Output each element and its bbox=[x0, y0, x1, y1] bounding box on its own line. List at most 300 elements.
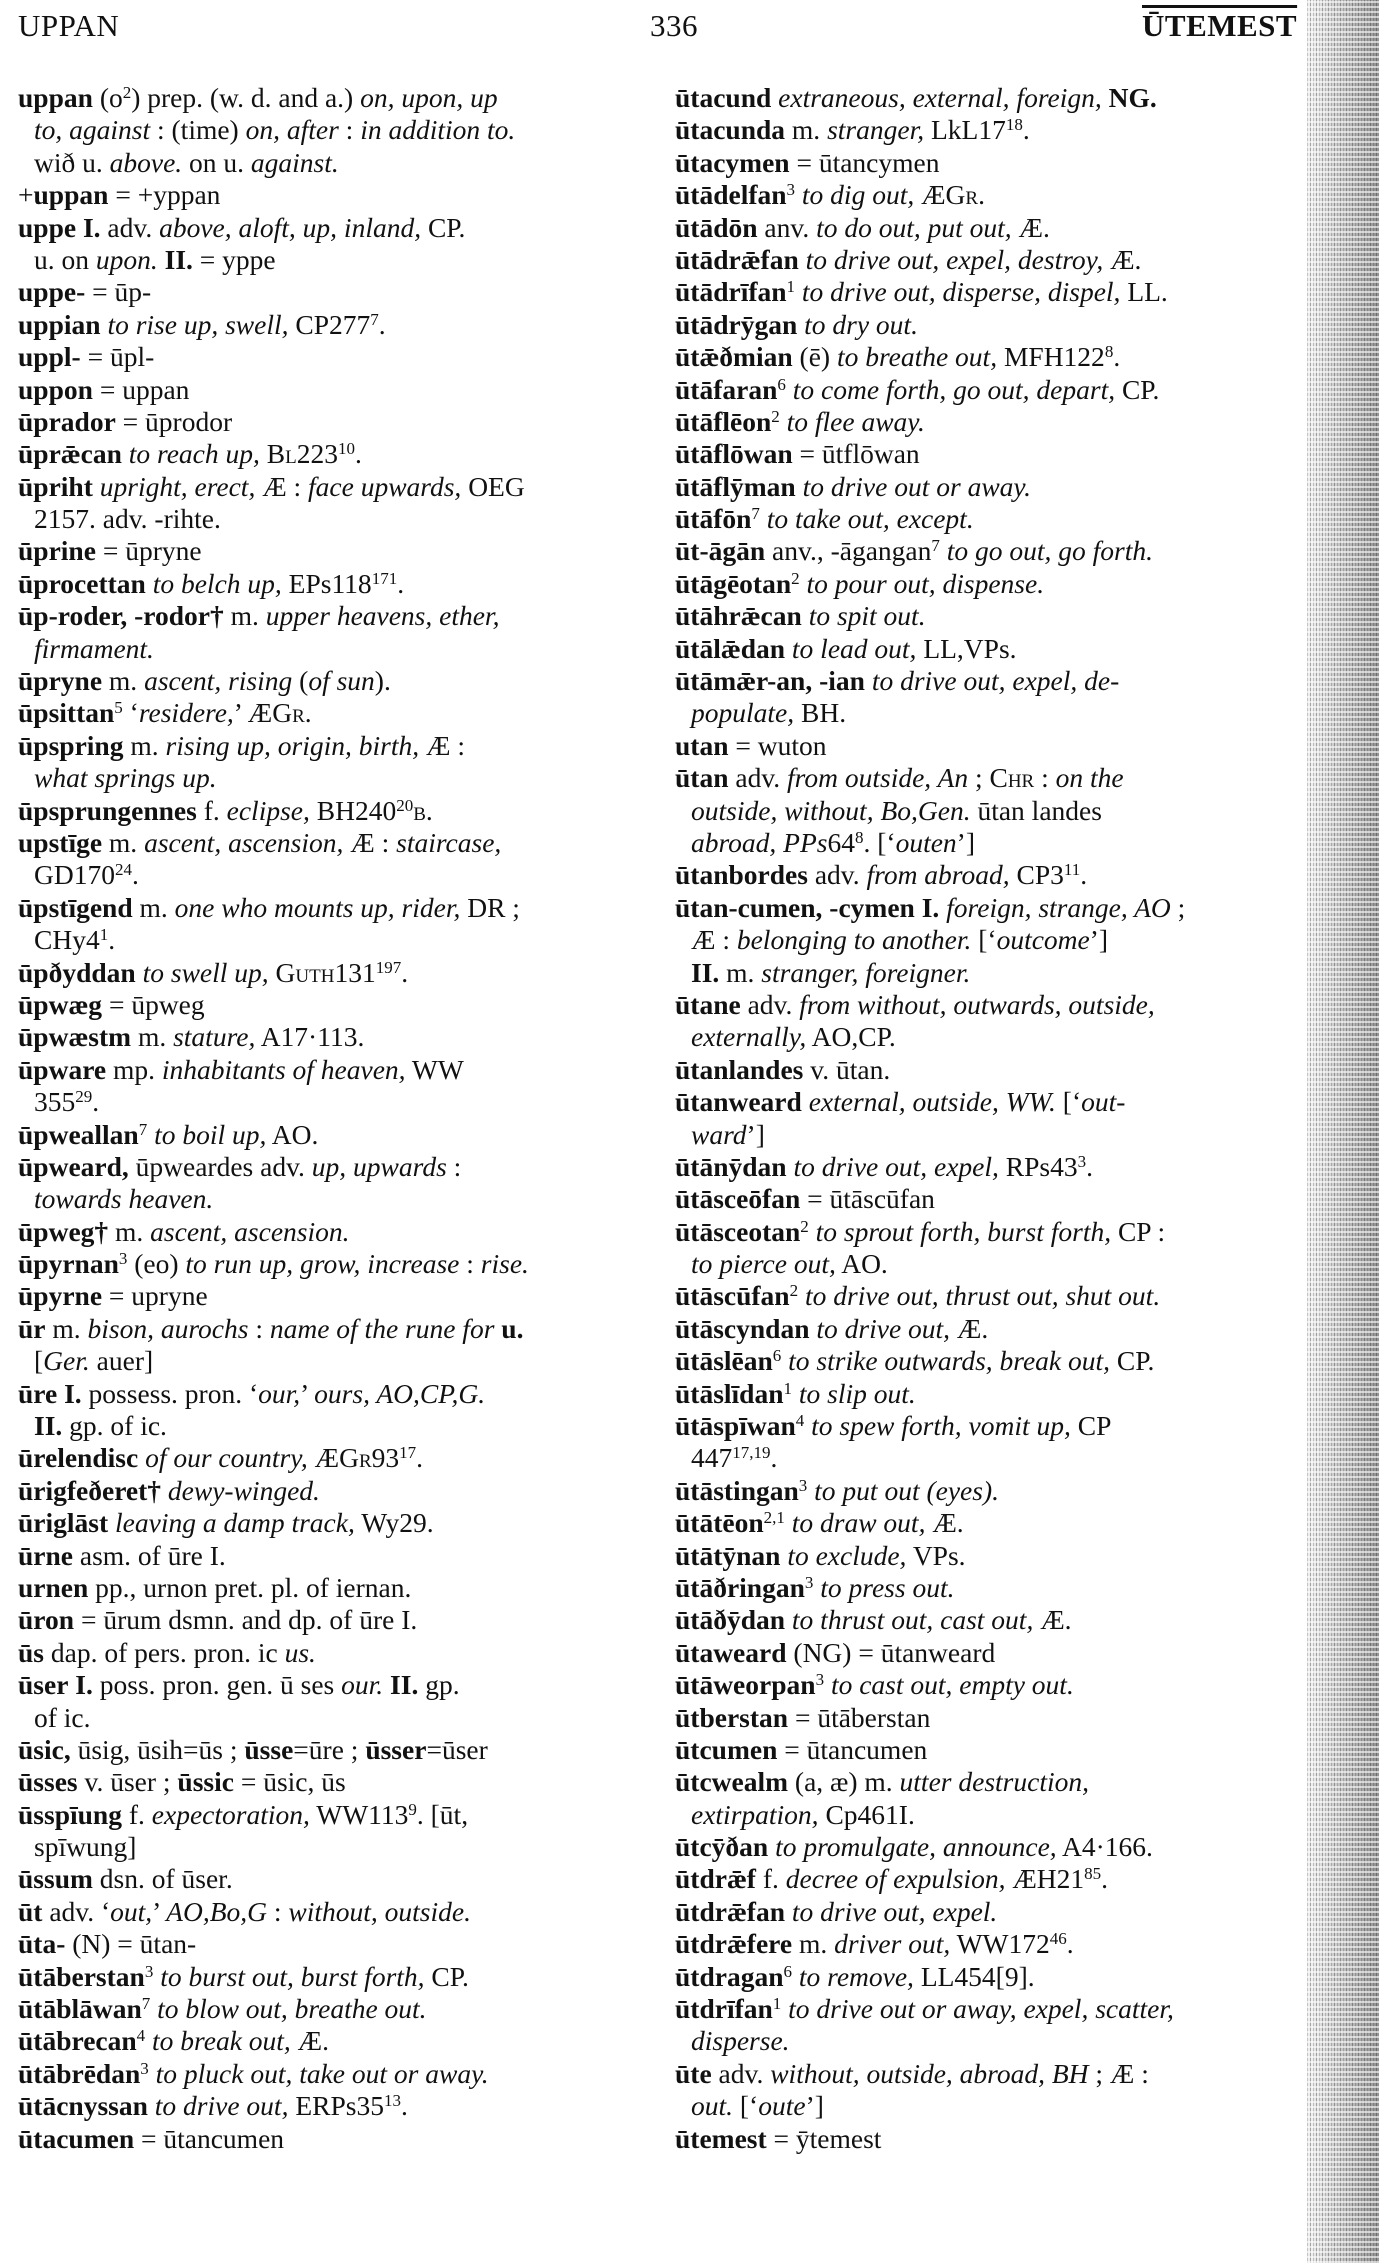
entry-text: [‘ bbox=[971, 924, 997, 956]
entry-text: 131 bbox=[334, 956, 376, 988]
entry-text: adv. bbox=[711, 2057, 771, 2089]
source-abbreviation: Gr bbox=[945, 179, 979, 211]
definition-text: leaving a damp track, bbox=[108, 1507, 355, 1539]
entry-text: [‘ bbox=[1055, 1086, 1082, 1118]
source-abbreviation: Bl bbox=[266, 438, 297, 470]
entry-text: . bbox=[304, 697, 312, 729]
definition-text: to go out, go forth. bbox=[939, 535, 1153, 567]
entry-text: . bbox=[770, 1442, 778, 1474]
definition-text: to spew forth, vomit up, bbox=[804, 1410, 1071, 1442]
dictionary-entry-line bbox=[18, 1928, 658, 1960]
headword: ūtacymen bbox=[675, 146, 790, 178]
entry-text: CP3 bbox=[1009, 859, 1064, 891]
definition-text: dewy-winged. bbox=[161, 1474, 320, 1506]
headword: ūtāslīdan bbox=[675, 1377, 784, 1409]
headword: ūt bbox=[18, 1895, 43, 1927]
headword: ūtāblāwan bbox=[18, 1993, 142, 2025]
headword: ūtādelfan bbox=[675, 179, 787, 211]
entry-continuation-line bbox=[18, 147, 658, 179]
entry-text: . bbox=[400, 2090, 408, 2122]
definition-text: utter destruction, bbox=[899, 1766, 1089, 1798]
superscript: 8 bbox=[1104, 342, 1114, 362]
headword: ūtāsceōfan bbox=[675, 1183, 801, 1215]
entry-text: CP. bbox=[421, 211, 466, 243]
dictionary-entry-line bbox=[675, 1572, 1315, 1604]
entry-text: 64 bbox=[827, 826, 855, 858]
definition-text: to pluck out, take out or away. bbox=[148, 2057, 489, 2089]
definition-text: to belch up, bbox=[145, 567, 282, 599]
superscript: 7 bbox=[751, 504, 760, 524]
entry-text: A4·166. bbox=[1056, 1831, 1153, 1863]
superscript: 46 bbox=[1049, 1929, 1067, 1949]
dictionary-entry-line bbox=[675, 1669, 1315, 1701]
headword: ūtcȳðan bbox=[675, 1831, 769, 1863]
headword: uppon bbox=[18, 373, 93, 405]
entry-text: auer] bbox=[89, 1345, 154, 1377]
headword: ūtane bbox=[675, 988, 741, 1020]
superscript: 3 bbox=[1077, 1151, 1087, 1171]
superscript: 2 bbox=[789, 1281, 799, 1301]
dictionary-entry-line bbox=[675, 244, 1315, 276]
entry-continuation-line bbox=[675, 795, 1315, 827]
entry-text: anv., -āgangan bbox=[765, 535, 932, 567]
entry-text: poss. pron. gen. ū ses bbox=[92, 1669, 342, 1701]
dictionary-entry-line bbox=[18, 665, 658, 697]
entry-text: (a, æ) m. bbox=[788, 1766, 900, 1798]
headword: ūtāðȳdan bbox=[675, 1604, 786, 1636]
dictionary-entry-line bbox=[675, 1378, 1315, 1410]
definition-text: without, outside. bbox=[288, 1895, 471, 1927]
definition-text: one who mounts up, rider, bbox=[174, 891, 461, 923]
headword: ūpðyddan bbox=[18, 956, 136, 988]
headword: ūprocettan bbox=[18, 567, 146, 599]
headword: ūpstīgend bbox=[18, 891, 133, 923]
entry-text: 223 bbox=[296, 438, 338, 470]
superscript: 11 bbox=[1063, 860, 1081, 880]
dictionary-entry-line bbox=[18, 1248, 658, 1280]
definition-text: staircase, bbox=[396, 826, 502, 858]
superscript: 10 bbox=[337, 439, 355, 459]
dictionary-entry-line bbox=[675, 1151, 1315, 1183]
entry-text: RPs43 bbox=[998, 1150, 1078, 1182]
superscript: 1 bbox=[772, 1994, 782, 2014]
entry-text: gp. of ic. bbox=[62, 1410, 167, 1442]
entry-text: WW bbox=[405, 1053, 464, 1085]
headword: upstīge bbox=[18, 826, 103, 858]
dictionary-entry-line bbox=[675, 503, 1315, 535]
dictionary-entry-line bbox=[18, 1961, 658, 1993]
entry-continuation-line bbox=[675, 924, 1315, 956]
definition-text: to boil up, bbox=[147, 1118, 267, 1150]
headword: ūtanweard bbox=[675, 1086, 802, 1118]
entry-text: . bbox=[401, 956, 409, 988]
headword: ūtāflēon bbox=[675, 405, 772, 437]
entry-continuation-line bbox=[18, 633, 658, 665]
entry-text: A17·113. bbox=[255, 1021, 365, 1053]
entry-continuation-line bbox=[18, 1183, 658, 1215]
entry-text: anv. bbox=[757, 211, 817, 243]
definition-text: foreign, strange, AO bbox=[939, 891, 1171, 923]
headword: ūtāslēan bbox=[675, 1345, 773, 1377]
headword: ūtābrēdan bbox=[18, 2057, 141, 2089]
headword: ūriglāst bbox=[18, 1507, 109, 1539]
dictionary-entry-line bbox=[675, 568, 1315, 600]
entry-text: asm. of ūre I. bbox=[73, 1539, 226, 1571]
entry-text: = ūrum dsmn. and dp. of ūre I. bbox=[74, 1604, 418, 1636]
entry-text: Æ. bbox=[925, 1507, 964, 1539]
entry-text: AO. bbox=[835, 1248, 888, 1280]
entry-continuation-line bbox=[18, 1831, 658, 1863]
entry-continuation-line bbox=[675, 827, 1315, 859]
dictionary-entry-line bbox=[675, 1734, 1315, 1766]
dictionary-entry-line bbox=[675, 1540, 1315, 1572]
entry-text: CP bbox=[1070, 1410, 1112, 1442]
entry-text: of ic. bbox=[34, 1701, 91, 1733]
entry-text: on u. bbox=[182, 146, 251, 178]
dictionary-entry-line bbox=[675, 1702, 1315, 1734]
entry-continuation-line bbox=[18, 1702, 658, 1734]
entry-text: adv. ‘ bbox=[42, 1895, 111, 1927]
definition-text: to blow out, breathe out. bbox=[150, 1993, 427, 2025]
entry-text: u. on bbox=[34, 243, 96, 275]
dictionary-entry-line bbox=[18, 1863, 658, 1895]
scanned-page-edge-texture bbox=[1307, 0, 1379, 2263]
entry-text: Æ. bbox=[1033, 1604, 1072, 1636]
definition-text: to press out. bbox=[813, 1571, 955, 1603]
entry-text: pp., urnon pret. pl. of iernan. bbox=[88, 1571, 412, 1603]
headword: ūtāspīwan bbox=[675, 1410, 796, 1442]
headword: ūsic, bbox=[18, 1733, 71, 1765]
headword: ūtan-cumen, -cymen bbox=[675, 891, 915, 923]
definition-text: to do out, put out, bbox=[816, 211, 1012, 243]
headword: ūtāflōwan bbox=[675, 438, 793, 470]
definition-text: stature, bbox=[173, 1021, 256, 1053]
headword: ūtemest bbox=[675, 2122, 767, 2154]
entry-text: CHy4 bbox=[34, 924, 100, 956]
entry-text bbox=[76, 212, 83, 243]
headword: ūprǣcan bbox=[18, 438, 122, 470]
dictionary-entry-line bbox=[675, 892, 1315, 924]
entry-text: . bbox=[131, 859, 139, 891]
definition-text: against. bbox=[250, 146, 339, 178]
dictionary-entry-line bbox=[675, 633, 1315, 665]
definition-text: to promulgate, announce, bbox=[768, 1831, 1057, 1863]
dictionary-entry-line bbox=[18, 827, 658, 859]
dictionary-entry-line bbox=[675, 1507, 1315, 1539]
dictionary-entry-line bbox=[18, 374, 658, 406]
dictionary-entry-line bbox=[18, 535, 658, 567]
definition-text: to flee away. bbox=[779, 405, 925, 437]
entry-text: GD170 bbox=[34, 859, 115, 891]
dictionary-entry-line bbox=[18, 309, 658, 341]
entry-text: adv. bbox=[740, 988, 800, 1020]
headword: uppian bbox=[18, 308, 101, 340]
entry-text: = upryne bbox=[102, 1280, 208, 1312]
headword: ūtcwealm bbox=[675, 1766, 789, 1798]
entry-text: . [ūt, bbox=[416, 1798, 469, 1830]
dictionary-entry-line bbox=[675, 1216, 1315, 1248]
headword: II. bbox=[164, 243, 193, 275]
headword: ūtāberstan bbox=[18, 1960, 145, 1992]
superscript: 1 bbox=[783, 1378, 793, 1398]
entry-text: 93 bbox=[371, 1442, 400, 1474]
entry-text: . bbox=[416, 1442, 424, 1474]
entry-text: adv. bbox=[807, 859, 867, 891]
entry-text: f. bbox=[196, 794, 227, 826]
entry-text: . bbox=[978, 179, 985, 211]
dictionary-entry-line bbox=[18, 1280, 658, 1312]
headword: ūs bbox=[18, 1636, 44, 1668]
entry-text: f. bbox=[121, 1798, 152, 1830]
right-column bbox=[675, 82, 1315, 2155]
dictionary-entry-line bbox=[675, 1054, 1315, 1086]
entry-text: = ūpweg bbox=[102, 988, 205, 1020]
definition-text: firmament. bbox=[34, 632, 154, 664]
definition-text: to lead out, bbox=[785, 632, 917, 664]
entry-text: f. bbox=[755, 1863, 786, 1895]
headword: ūtcumen bbox=[675, 1733, 778, 1765]
superscript: 9 bbox=[408, 1799, 417, 1819]
definition-text: out- bbox=[1081, 1086, 1126, 1118]
dictionary-entry-line bbox=[18, 1669, 658, 1701]
definition-text: rising up, origin, birth, bbox=[165, 729, 420, 761]
definition-text: outcome bbox=[996, 924, 1090, 956]
headword: uppe bbox=[18, 211, 77, 243]
entry-text: m. bbox=[792, 1928, 835, 1960]
dictionary-entry-line bbox=[18, 1993, 658, 2025]
headword: uppan bbox=[18, 82, 93, 113]
definition-text: to put out (eyes). bbox=[807, 1474, 999, 1506]
dictionary-entry-line bbox=[18, 568, 658, 600]
definition-text: driver out, bbox=[834, 1928, 951, 1960]
dictionary-entry-line bbox=[18, 1313, 658, 1345]
headword: ūpriht bbox=[18, 470, 93, 502]
superscript: 171 bbox=[371, 568, 398, 588]
headword: ūrigfeðeret† bbox=[18, 1474, 162, 1506]
definition-text: on, after bbox=[245, 114, 339, 146]
source-abbreviation: Chr bbox=[989, 762, 1035, 794]
entry-text: . bbox=[397, 567, 405, 599]
headword: ūta- bbox=[18, 1928, 66, 1960]
entry-text: . bbox=[1022, 114, 1030, 146]
dictionary-entry-line bbox=[675, 438, 1315, 470]
definition-text: from abroad, bbox=[866, 859, 1010, 891]
definition-text: to drive out, bbox=[147, 2090, 289, 2122]
dictionary-entry-line bbox=[675, 179, 1315, 211]
dictionary-entry-line bbox=[18, 1442, 658, 1474]
headword: ūrne bbox=[18, 1539, 73, 1571]
entry-text: = ūpl- bbox=[80, 341, 155, 373]
headword: I. bbox=[82, 211, 101, 243]
entry-text: ’ Æ bbox=[233, 697, 273, 729]
dictionary-entry-line bbox=[675, 82, 1315, 114]
entry-text: ‘ bbox=[122, 697, 139, 729]
definition-text: our. bbox=[341, 1669, 384, 1701]
definition-text: to spit out. bbox=[801, 600, 926, 632]
definition-text: to come forth, go out, depart, bbox=[785, 373, 1116, 405]
entry-text: ūsig, ūsih=ūs ; bbox=[70, 1733, 245, 1765]
superscript: 6 bbox=[777, 374, 786, 394]
entry-text: = ūpryne bbox=[95, 535, 202, 567]
entry-text: possess. pron. ‘ bbox=[81, 1377, 259, 1409]
entry-text: gp. bbox=[418, 1669, 460, 1701]
entry-text: . bbox=[92, 1086, 100, 1118]
dictionary-entry-line bbox=[18, 600, 658, 632]
definition-text: to drive out, bbox=[809, 1312, 951, 1344]
definition-text: disperse. bbox=[691, 2025, 790, 2057]
headword: ūsspīung bbox=[18, 1798, 122, 1830]
headword: ūtādrȳgan bbox=[675, 308, 798, 340]
entry-text: : bbox=[446, 1150, 462, 1182]
entry-text: VPs. bbox=[906, 1539, 966, 1571]
definition-text: to breathe out, bbox=[836, 341, 998, 373]
definition-text: our, bbox=[258, 1377, 301, 1409]
entry-text: =ūre ; bbox=[293, 1733, 366, 1765]
entry-text: m. bbox=[719, 956, 762, 988]
entry-text: . bbox=[1113, 341, 1121, 373]
definition-text: above. bbox=[109, 146, 183, 178]
superscript: 3 bbox=[144, 1961, 154, 1981]
headword: ūprador bbox=[18, 405, 116, 437]
definition-text: to draw out, bbox=[784, 1507, 926, 1539]
entry-text: = +yppan bbox=[108, 179, 221, 211]
definition-text: oute bbox=[758, 2090, 806, 2122]
superscript: 6 bbox=[783, 1961, 792, 1981]
entry-text: (eo) bbox=[127, 1248, 186, 1280]
dictionary-entry-line bbox=[18, 2058, 658, 2090]
entry-text: BH240 bbox=[309, 794, 397, 826]
headword: ūtǣðmian bbox=[675, 341, 793, 373]
entry-text: 2157. adv. -rihte. bbox=[34, 503, 221, 535]
definition-text: to dry out. bbox=[797, 308, 918, 340]
entry-text: 447 bbox=[691, 1442, 733, 1474]
headword: utan bbox=[675, 729, 729, 761]
headword: ūtaweard bbox=[675, 1636, 787, 1668]
headword: ūpsprungennes bbox=[18, 794, 197, 826]
entry-text: Æ. bbox=[1011, 211, 1050, 243]
definition-text: stranger, foreigner. bbox=[761, 956, 971, 988]
dictionary-entry-line bbox=[18, 1540, 658, 1572]
entry-continuation-line bbox=[18, 924, 658, 956]
entry-text: m. bbox=[102, 665, 145, 697]
headword: ūtacund bbox=[675, 82, 772, 113]
definition-text: to break out, bbox=[145, 2025, 291, 2057]
entry-text: m. bbox=[223, 600, 266, 632]
dictionary-entry-line bbox=[675, 665, 1315, 697]
entry-text: (NG) = ūtanweard bbox=[786, 1636, 996, 1668]
entry-text: CP. bbox=[1115, 373, 1160, 405]
entry-text: WW172 bbox=[950, 1928, 1050, 1960]
definition-text: outside, without, Bo,Gen. bbox=[691, 794, 971, 826]
headword: ūpweallan bbox=[18, 1118, 139, 1150]
superscript: 2,1 bbox=[763, 1508, 785, 1528]
entry-text: = ūsic, ūs bbox=[233, 1766, 346, 1798]
definition-text: upright, erect, bbox=[92, 470, 256, 502]
entry-text: m. bbox=[132, 891, 175, 923]
entry-continuation-line bbox=[18, 1410, 658, 1442]
definition-text: to strike outwards, break out, bbox=[781, 1345, 1111, 1377]
definition-text: to remove, bbox=[792, 1960, 914, 1992]
definition-text: expectoration, bbox=[151, 1798, 310, 1830]
dictionary-entry-line bbox=[675, 1831, 1315, 1863]
headword: ūpspring bbox=[18, 729, 124, 761]
headword: ūpwæstm bbox=[18, 1021, 132, 1053]
entry-text: : bbox=[1034, 762, 1056, 794]
entry-text: ūpweardes adv. bbox=[128, 1150, 312, 1182]
definition-text: to run up, grow, increase bbox=[185, 1248, 460, 1280]
dictionary-entry-line bbox=[675, 147, 1315, 179]
headword: ūtdrǣfan bbox=[675, 1895, 786, 1927]
headword: ūpweard, bbox=[18, 1150, 129, 1182]
entry-continuation-line bbox=[675, 2090, 1315, 2122]
definition-text: stranger, bbox=[827, 114, 925, 146]
headword: ūtātēon bbox=[675, 1507, 764, 1539]
definition-text: to swell up, bbox=[135, 956, 269, 988]
dictionary-entry-line bbox=[18, 1734, 658, 1766]
entry-text: Æ : bbox=[691, 924, 737, 956]
superscript: 3 bbox=[804, 1572, 814, 1592]
entry-text: spīwung] bbox=[34, 1831, 137, 1863]
headword: ūtāscyndan bbox=[675, 1312, 810, 1344]
dictionary-entry-line bbox=[675, 276, 1315, 308]
definition-text: to rise up, swell, bbox=[100, 308, 289, 340]
dictionary-entry-line bbox=[675, 1280, 1315, 1312]
entry-text: WW113 bbox=[309, 1798, 409, 1830]
entry-text: m. bbox=[123, 729, 166, 761]
headword: ūtdrǣf bbox=[675, 1863, 756, 1895]
headword: ūpwæg bbox=[18, 988, 103, 1020]
dictionary-entry-line bbox=[675, 471, 1315, 503]
superscript: 7 bbox=[141, 1994, 151, 2014]
dictionary-entry-line bbox=[18, 2090, 658, 2122]
running-head-right: ŪTEMEST bbox=[1142, 8, 1298, 43]
left-column bbox=[18, 82, 658, 2155]
entry-text: ’] bbox=[1089, 924, 1109, 956]
definition-text: name of the rune for bbox=[269, 1312, 495, 1344]
entry-text: . bbox=[108, 924, 116, 956]
entry-text: m. bbox=[131, 1021, 174, 1053]
definition-text: what springs up. bbox=[34, 762, 217, 794]
headword: ūrelendisc bbox=[18, 1442, 139, 1474]
entry-text: : bbox=[267, 1895, 289, 1927]
headword: ūtāsceotan bbox=[675, 1215, 801, 1247]
dictionary-entry-line bbox=[675, 1896, 1315, 1928]
dictionary-entry-line bbox=[18, 2123, 658, 2155]
definition-text: to drive out, expel. bbox=[785, 1895, 998, 1927]
headword: II. bbox=[390, 1669, 419, 1701]
superscript: 2 bbox=[800, 1216, 809, 1236]
headword: ūpyrne bbox=[18, 1280, 103, 1312]
entry-continuation-line bbox=[675, 2025, 1315, 2057]
entry-text: dsn. of ūser. bbox=[92, 1863, 233, 1895]
definition-text: out. bbox=[691, 2090, 734, 2122]
superscript: 85 bbox=[1084, 1864, 1102, 1884]
entry-text: = ūtancumen bbox=[134, 2122, 285, 2154]
entry-text: ; bbox=[1170, 891, 1186, 923]
superscript: 4 bbox=[136, 2026, 146, 2046]
entry-text: . bbox=[378, 308, 386, 340]
entry-text: =ūser bbox=[426, 1733, 488, 1765]
definition-text: in addition to. bbox=[360, 114, 516, 146]
definition-text: upon. bbox=[95, 243, 158, 275]
headword: ūtacunda bbox=[675, 114, 786, 146]
entry-text: = wuton bbox=[728, 729, 827, 761]
entry-text: Æ. bbox=[950, 1312, 989, 1344]
headword: II. bbox=[34, 1410, 63, 1442]
dictionary-entry-line bbox=[18, 438, 658, 470]
entry-continuation-line bbox=[18, 503, 658, 535]
entry-text: . bbox=[425, 794, 433, 826]
